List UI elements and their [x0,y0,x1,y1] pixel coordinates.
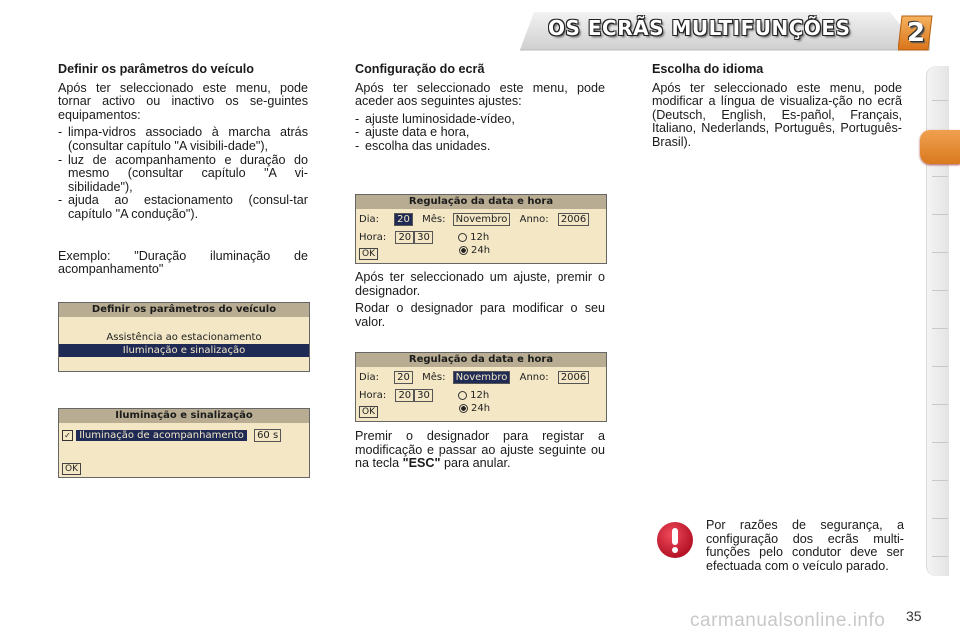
checkbox-icon: ✓ [62,430,73,441]
language-section [652,63,902,154]
radio-icon [458,233,467,242]
settings-list [355,113,605,154]
confirm-text-end: para anular. [440,456,511,471]
month-value: Novembro [453,213,511,226]
day-label: Dia: [359,372,379,383]
vehicle-parameters-section [58,63,308,281]
lcd-date-row [359,213,589,226]
lcd-time-row [359,231,489,244]
month-label: Mês: [422,214,446,225]
chapter-number: 2 [906,18,926,48]
lcd-menu-item: Assistência ao estacionamento [106,332,262,343]
confirm-text: Premir o designador para registar a modificação e passar ao ajuste seguinte ou na tecla [355,429,605,471]
hour-value: 20 [395,389,414,402]
instruction-block [355,271,605,333]
tab-divider [932,290,948,291]
lcd-date-row [359,371,589,384]
screen-configuration-section [355,63,605,158]
lcd-title: Iluminação e sinalização [59,409,309,423]
month-label: Mês: [422,372,446,383]
list-item: - ajuste data e hora, [355,126,605,140]
year-label: Anno: [519,214,549,225]
radio-selected-icon [459,246,468,255]
safety-warning-text: Por razões de segurança, a configuração dos ecrãs multi-funções pelo condutor deve ser efectuada com o veículo parado. [706,518,904,573]
lcd-ok-button: OK [359,248,378,260]
lcd-title: Regulação da data e hora [356,353,606,367]
hour-value: 20 [395,231,414,244]
example-paragraph: Exemplo: "Duração iluminação de acompanhamento" [58,248,308,277]
format-12h-option: 12h [458,390,489,401]
year-value: 2006 [558,213,589,226]
paragraph: Após ter seleccionado este menu, pode modificar a língua de visualiza-ção no ecrã (Deutsch, English, Es-pañol, Français, Italiano, Nederlands, Português, Português-Brasil). [652,80,902,149]
section-heading: Definir os parâmetros do veículo [58,62,254,76]
paragraph: Após ter seleccionado um ajuste, premir o designador. [355,270,605,298]
tab-divider [932,518,948,519]
list-item: - ajuda ao estacionamento (consul-tar capítulo "A condução"). [58,194,308,221]
tab-divider [932,442,948,443]
tab-divider [932,176,948,177]
year-label: Anno: [519,372,549,383]
day-value: 20 [394,371,413,384]
format-24h-option: 24h [459,402,490,415]
confirm-block [355,430,605,475]
tab-divider [932,366,948,367]
tab-divider [932,214,948,215]
tab-divider [932,404,948,405]
section-heading: Escolha do idioma [652,62,764,76]
watermark: carmanualsonline.info [690,610,886,631]
exclamation-icon [656,521,694,559]
hour-label: Hora: [359,232,387,243]
radio-selected-icon [459,404,468,413]
lcd-checkbox-row [62,429,281,442]
active-chapter-tab [920,130,960,164]
page-title: OS ECRÃS MULTIFUNÇÕES [548,16,851,40]
paragraph: Rodar o designador para modificar o seu valor. [355,301,605,329]
format-24h-option: 24h [459,244,490,257]
lcd-datetime-screen-month [355,352,607,422]
page-number: 35 [906,608,922,624]
esc-key-label: "ESC" [402,456,441,471]
lcd-selected-option: Iluminação de acompanhamento [76,430,247,441]
radio-icon [458,391,467,400]
year-value: 2006 [558,371,589,384]
tab-divider [932,480,948,481]
lcd-lighting-screen [58,408,310,478]
minute-value: 30 [414,389,433,402]
equipment-list [58,126,308,221]
confirm-paragraph [355,430,605,471]
list-item: - ajuste luminosidade-vídeo, [355,113,605,127]
tab-divider [932,252,948,253]
lcd-menu-item-selected: Iluminação e sinalização [59,344,309,357]
lcd-datetime-screen-day [355,194,607,264]
lcd-title: Definir os parâmetros do veículo [59,303,309,317]
lcd-ok-button: OK [62,463,81,475]
day-label: Dia: [359,214,379,225]
format-12h-option: 12h [458,232,489,243]
lcd-vehicle-parameters-screen [58,302,310,372]
tab-divider [932,100,948,101]
list-item: - limpa-vidros associado à marcha atrás (consultar capítulo "A visibili-dade"), [58,126,308,153]
list-item: - luz de acompanhamento e duração do mesmo (consultar capítulo "A vi-sibilidade"), [58,154,308,195]
paragraph: Após ter seleccionado este menu, pode tornar activo ou inactivo os se-guintes equipamentos: [58,80,308,122]
lcd-time-row [359,389,489,402]
minute-value: 30 [414,231,433,244]
month-value-selected: Novembro [453,371,511,384]
duration-value: 60 s [254,429,281,442]
lcd-title: Regulação da data e hora [356,195,606,209]
lcd-ok-button: OK [359,406,378,418]
paragraph: Após ter seleccionado este menu, pode aceder aos seguintes ajustes: [355,80,605,109]
tab-divider [932,556,948,557]
list-item: - escolha das unidades. [355,140,605,154]
tab-divider [932,328,948,329]
hour-label: Hora: [359,390,387,401]
day-value-selected: 20 [394,213,413,226]
section-heading: Configuração do ecrã [355,62,485,76]
